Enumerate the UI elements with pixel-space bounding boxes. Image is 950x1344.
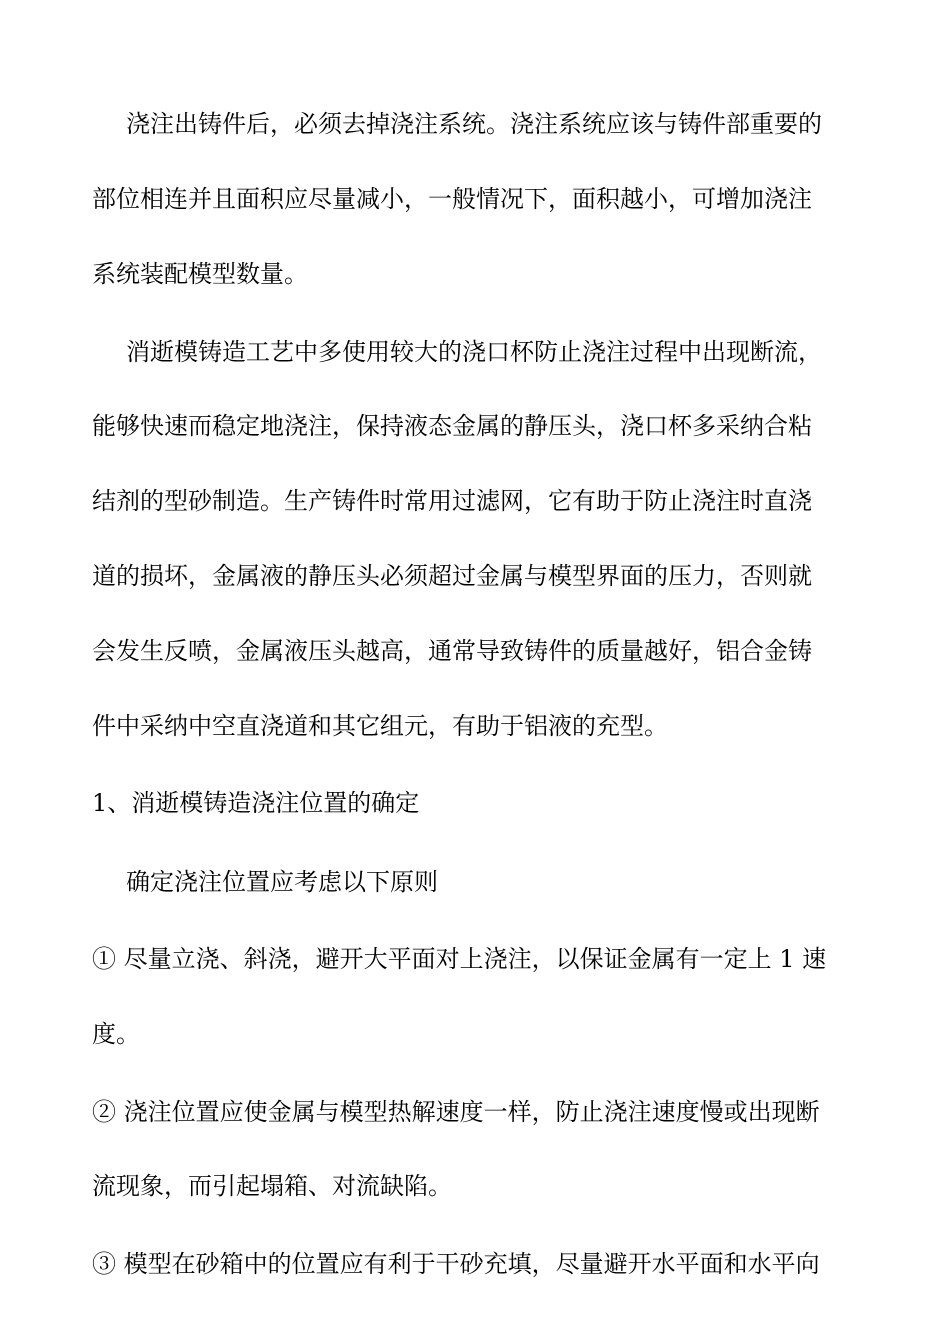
paragraph-2-line-3: 结剂的型砂制造。生产铸件时常用过滤网，它有助于防止浇注时直浇 — [92, 487, 812, 515]
paragraph-2-line-2: 能够快速而稳定地浇注，保持液态金属的静压头，浇口杯多采纳合粘 — [92, 412, 812, 440]
principles-intro: 确定浇注位置应考虑以下原则 — [126, 868, 438, 896]
principle-1-line-2: 度。 — [92, 1020, 140, 1048]
paragraph-2-line-1: 消逝模铸造工艺中多使用较大的浇口杯防止浇注过程中出现断流， — [126, 338, 822, 366]
paragraph-2-line-6: 件中采纳中空直浇道和其它组元，有助于铝液的充型。 — [92, 712, 668, 740]
section-heading: 1、消逝模铸造浇注位置的确定 — [92, 789, 420, 817]
principle-3-line-1: ③ 模型在砂箱中的位置应有利于干砂充填，尽量避开水平面和水平向 — [92, 1250, 820, 1278]
paragraph-1-line-1: 浇注出铸件后，必须去掉浇注系统。浇注系统应该与铸件部重要的 — [126, 110, 822, 138]
principle-2-line-1: ② 浇注位置应使金属与模型热解速度一样，防止浇注速度慢或出现断 — [92, 1098, 820, 1126]
paragraph-1-line-2: 部位相连并且面积应尽量减小，一般情况下，面积越小，可增加浇注 — [92, 185, 812, 213]
principle-1-line-1: ① 尽量立浇、斜浇，避开大平面对上浇注，以保证金属有一定上 1 速 — [92, 945, 827, 973]
paragraph-1-line-3: 系统装配模型数量。 — [92, 260, 308, 288]
principle-2-line-2: 流现象，而引起塌箱、对流缺陷。 — [92, 1172, 452, 1200]
paragraph-2-line-4: 道的损坏，金属液的静压头必须超过金属与模型界面的压力，否则就 — [92, 562, 812, 590]
paragraph-2-line-5: 会发生反喷，金属液压头越高，通常导致铸件的质量越好，铝合金铸 — [92, 637, 812, 665]
